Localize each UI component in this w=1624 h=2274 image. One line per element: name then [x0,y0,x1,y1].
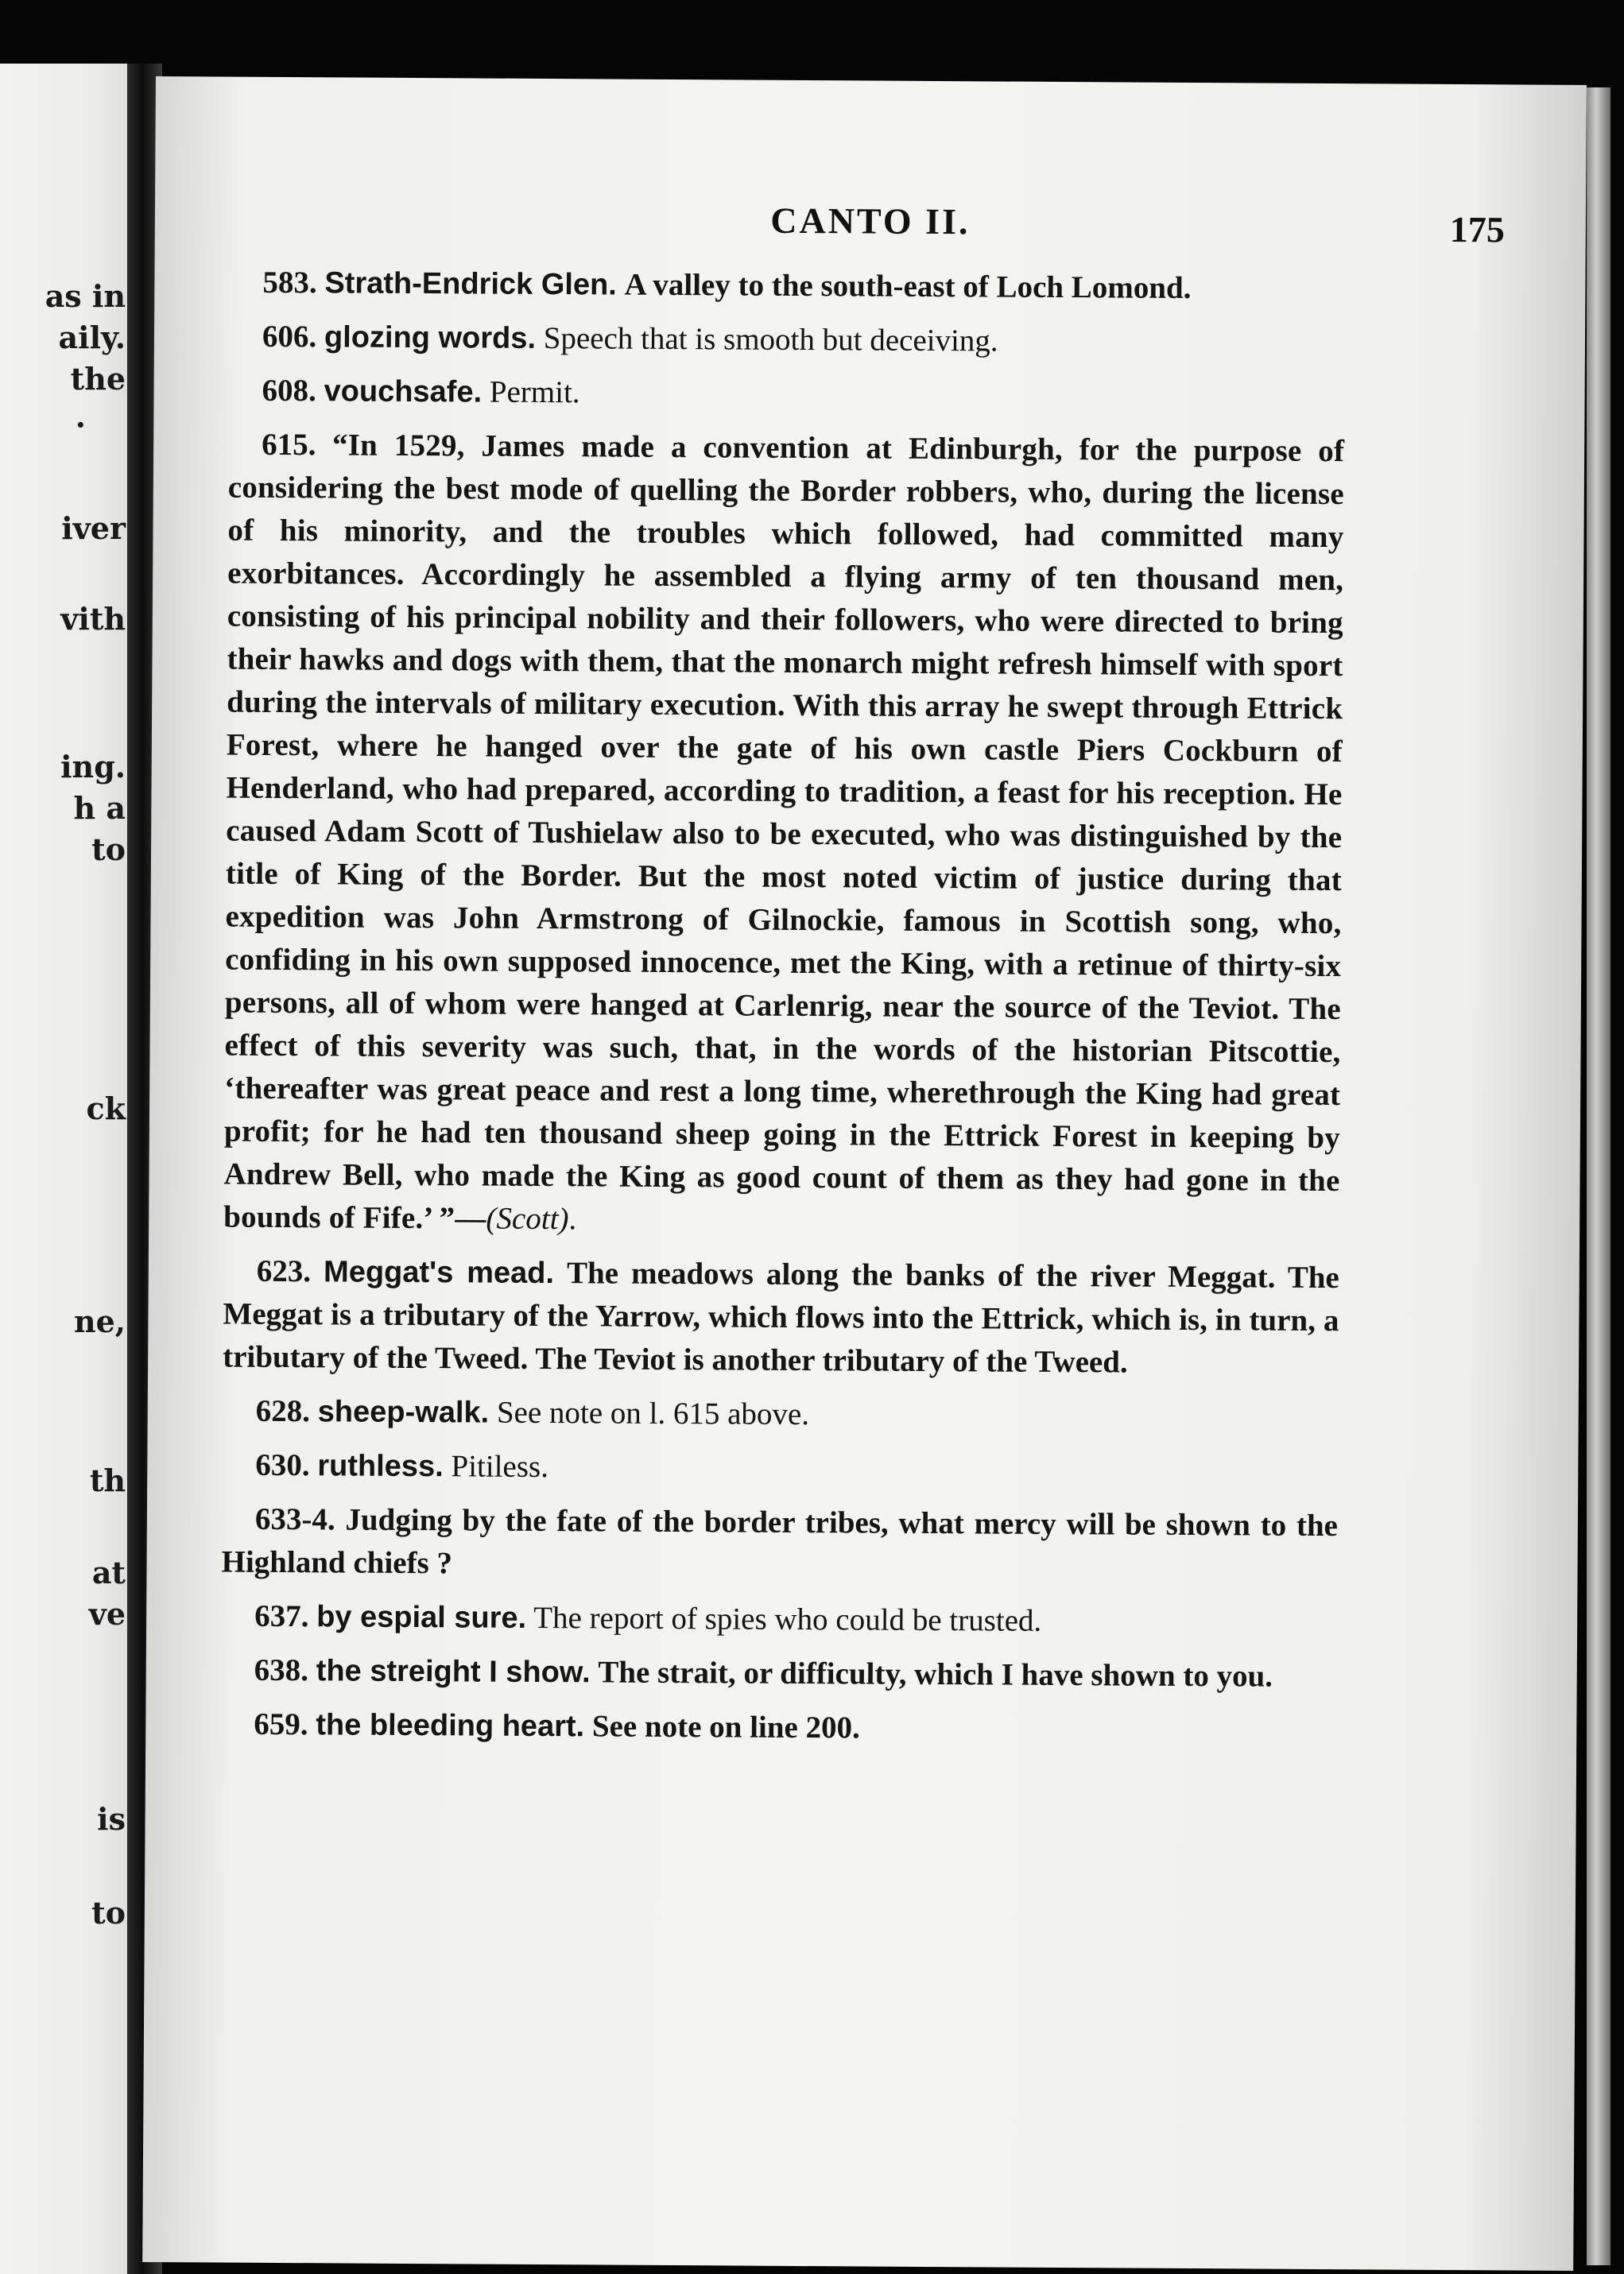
running-head: CANTO II. [770,200,971,242]
note-number: 608. [262,373,316,409]
note-term: sheep-walk. [317,1395,490,1430]
note-number: 638. [254,1652,309,1688]
note-gloss: Permit. [489,374,580,410]
note-number: 606. [262,319,317,354]
note-gloss: A valley to the south-east of Loch Lomond. [624,267,1192,305]
left-margin-fragment: ne, [73,1304,126,1339]
note-gloss: Judging by the fate of the border tribes, what mercy will be shown to the Highland chiefs ? [221,1502,1339,1581]
left-margin-fragment: th [89,1462,126,1498]
note-number: 633-4. [254,1501,335,1537]
note-gloss: Pitiless. [451,1449,549,1485]
note-583 [229,261,1345,312]
note-number: 623. [256,1253,312,1289]
note-number: 628. [255,1393,311,1429]
note-638 [221,1649,1337,1699]
note-number: 659. [254,1706,308,1742]
left-margin-fragment: to [91,1895,126,1931]
note-gloss: See note on l. 615 above. [496,1395,810,1432]
note-number: 630. [255,1447,310,1483]
note-term: ruthless. [317,1449,444,1484]
note-gloss: The meadows along the banks of the river Meggat. The Meggat is a tributary of the Yarrow, which flows into the Ettrick, which is, in turn, a tributary of the Tweed. The Teviot is another tributary of the Tweed. [223,1256,1339,1380]
note-term: the streight I show. [316,1654,591,1690]
note-606 [229,316,1345,366]
note-628 [223,1390,1339,1440]
note-term: Meggat's mead. [323,1255,555,1291]
note-gloss: The strait, or difficulty, which I have shown to you. [598,1655,1273,1694]
note-608 [228,370,1344,420]
left-margin-fragment: is [97,1801,126,1837]
left-margin-fragment: vith [60,601,126,637]
page-edge-right [1587,87,1610,2265]
note-term: Strath-Endrick Glen. [324,266,617,302]
note-term: by espial sure. [316,1600,527,1635]
left-margin-fragment: the [70,361,126,397]
note-623 [223,1250,1339,1386]
note-number: 637. [254,1598,309,1634]
left-margin-fragment: aily. [58,320,126,355]
note-659 [220,1703,1336,1753]
note-end-punct: . [568,1202,577,1237]
note-quotation: “In 1529, James made a convention at Edinburgh, for the purpose of considering the best mode of quelling the Border robbers, who, during the license of his minority, and the troubles which followed, had committed many exorbitances. Accordingly he assembled a flying army of ten thousand men, consisting of his principal nobility and their followers, who were directed to bring their hawks and dogs with them, that the monarch might refresh himself with sport during the intervals of military execution. With this array he swept through Ettrick Forest, where he hanged over the gate of his own castle Piers Cockburn of Henderland, who had prepared, according to tradition, a feast for his reception. He caused Adam Scott of Tushielaw also to be executed, who was distinguished by the title of King of the Border. But the most noted victim of justice during that expedition was John Armstrong of Gilnockie, famous in Scottish song, who, confiding in his own supposed innocence, met the King, with a retinue of thirty-six persons, all of whom were hanged at Carlenrig, near the source of the Teviot. The effect of this severity was such, that, in the words of the historian Pitscottie, ‘thereafter was great peace and rest a long time, wherethrough the King had great profit; for he had ten thousand sheep going in the Ettrick Forest in keeping by Andrew Bell, who made the King as good count of them as they had gone in the bounds of Fife.’ ”— [223,428,1345,1236]
left-margin-fragment: at [91,1555,126,1590]
note-term: the bleeding heart. [316,1708,585,1744]
note-615 [223,424,1344,1246]
left-margin-fragment: iver [61,510,126,546]
left-margin-fragment: · [75,407,86,443]
notes-list [220,261,1345,1765]
left-margin-fragment: as in [45,278,126,314]
left-margin-fragment: to [91,831,126,867]
note-630 [222,1444,1338,1494]
note-633-4 [221,1498,1338,1591]
note-gloss: The report of spies who could be trusted. [533,1600,1042,1638]
note-citation: (Scott) [486,1201,569,1237]
page [142,76,1587,2271]
left-margin-fragment: ve [88,1596,126,1632]
note-637 [221,1595,1337,1645]
left-margin-fragment: ing. [60,749,126,784]
note-number: 583. [262,265,317,300]
page-number: 175 [1449,208,1506,250]
note-term: vouchsafe. [324,374,483,409]
left-margin-fragment: ck [86,1091,126,1126]
note-term: glozing words. [324,320,537,355]
page-header [155,196,1586,252]
note-gloss: Speech that is smooth but deceiving. [543,320,998,358]
facing-page-left [0,64,134,2274]
note-number: 615. [262,427,316,463]
left-margin-fragment: h a [73,790,126,826]
note-gloss: See note on line 200. [591,1709,860,1745]
